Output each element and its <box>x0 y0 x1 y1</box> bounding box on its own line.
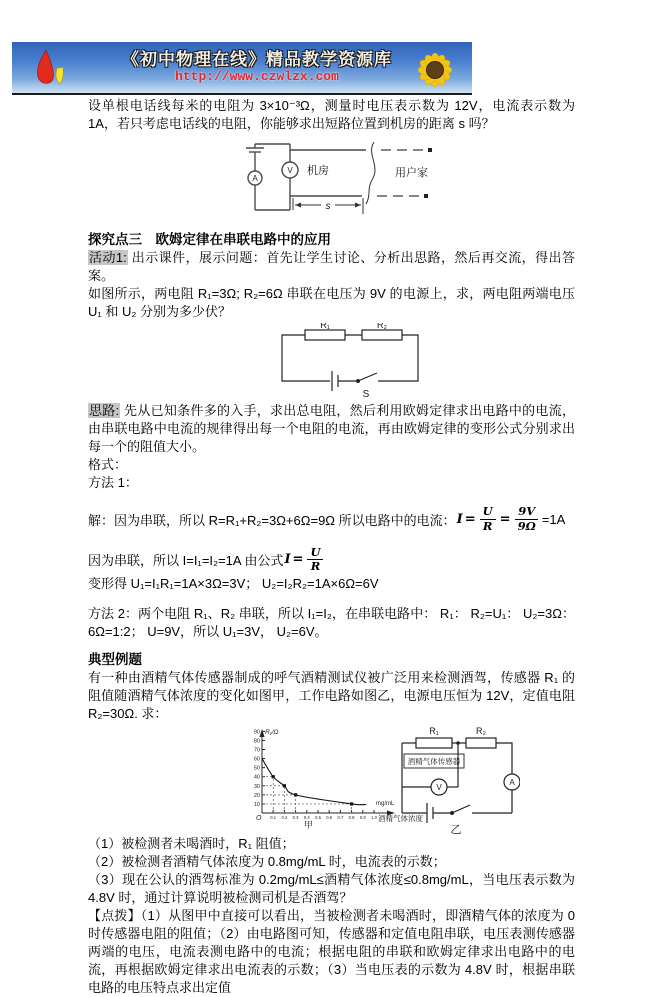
example-intro: 有一种由酒精气体传感器制成的呼气酒精测试仪被广泛用来检测酒驾，传感器 R₁ 的阻值随酒精气体浓度的变化如图甲，工作电路如图乙，电源电压恒为 12V，定值电阻 R₂=30Ω. 求： <box>88 670 575 722</box>
svg-text:50: 50 <box>253 766 260 773</box>
sensor-name-label: 酒精气体传感器 <box>407 757 461 767</box>
svg-text:0.3: 0.3 <box>292 815 299 821</box>
svg-text:R₁/Ω: R₁/Ω <box>265 729 279 737</box>
figure-yi-label: 乙 <box>450 824 462 836</box>
site-logo-icon <box>30 46 76 90</box>
svg-text:0.1: 0.1 <box>270 815 277 821</box>
svg-text:30: 30 <box>253 784 260 791</box>
svg-text:0.8: 0.8 <box>348 815 355 821</box>
svg-text:20: 20 <box>253 793 260 800</box>
solution-line-1: 解：因为串联，所以 R=R₁+R₂=3Ω+6Ω=9Ω 所以电路中的电流： I = $\frac{U}{R}$ = $\frac{9V}{9\Omega}$ =1A <box>88 504 566 533</box>
series-circuit-figure <box>270 323 430 402</box>
method2-paragraph: 方法 2：两个电阻 R₁、R₂ 串联，所以 I₁=I₂，在串联电路中： R₁： R₂=U₁： U₂=3Ω： 6Ω=1:2； U=9V，所以 U₁=3V， U₂=6V。 <box>88 606 575 640</box>
idea-paragraph: 思路: 先从已知条件多的入手，求出总电阻，然后利用欧姆定律求出电路中的电流，由串联电路中电流的规律得出每一个电阻的电流，再由欧姆定律的变形公式分别求出每一个的阻值大小。 <box>88 403 575 454</box>
svg-text:O: O <box>256 815 262 823</box>
voltmeter-icon: V <box>287 166 293 175</box>
svg-text:0.4: 0.4 <box>303 815 310 821</box>
breathalyzer-circuit-figure <box>394 725 520 835</box>
question-1: （1）被检测者未喝酒时，R₁ 阻值； <box>88 836 295 852</box>
distance-s-label: s <box>325 201 331 212</box>
svg-text:60: 60 <box>253 757 260 764</box>
solution-line-2: 因为串联，所以 I=I₁=I₂=1A 由公式 I = $\frac{U}{R}$ 变形得 U₁=I₁R₁=1A×3Ω=3V； U₂=I₂R₂=1A×6Ω=6V <box>88 545 379 592</box>
svg-text:mg/mL: mg/mL <box>376 801 395 808</box>
svg-text:0.2: 0.2 <box>281 815 288 821</box>
svg-text:甲: 甲 <box>304 820 314 831</box>
user-home-label: 用户家 <box>395 167 428 179</box>
fraction-u-over-r: $\frac{U}{R}$ <box>307 546 323 573</box>
svg-text:1.0: 1.0 <box>371 815 377 821</box>
fraction-u-over-r: $\frac{U}{R}$ <box>480 505 496 532</box>
svg-text:40: 40 <box>253 775 260 782</box>
phone-circuit-figure <box>235 138 445 218</box>
svg-text:70: 70 <box>253 747 260 754</box>
ammeter-icon: A <box>252 174 258 183</box>
resistor-r2-label: R₂ <box>377 323 387 330</box>
activity-paragraph: 活动1: 出示课件，展示问题：首先让学生讨论、分析出思路，然后再交流，得出答案。 <box>88 250 575 283</box>
method1-label: 方法 1： <box>88 475 138 490</box>
sunflower-icon <box>406 50 464 90</box>
question-2: （2）被检测者酒精气体浓度为 0.8mg/mL 时，电流表的示数； <box>88 854 446 870</box>
resistor-r1-label: R₁ <box>429 726 439 737</box>
resistor-r2-label: R₂ <box>476 726 486 737</box>
svg-text:0.7: 0.7 <box>337 815 344 821</box>
current-variable: I <box>456 511 463 527</box>
current-variable: I <box>284 552 291 568</box>
question-3: （3）现在公认的酒驾标准为 0.2mg/mL≤酒精气体浓度≤0.8mg/mL，当电压表示数为 4.8V 时，通过计算说明被检测司机是否酒驾？ <box>88 872 575 906</box>
svg-text:0.9: 0.9 <box>359 815 366 821</box>
svg-text:0.6: 0.6 <box>326 815 333 821</box>
example-figures <box>88 725 575 835</box>
banner-url-link[interactable]: http://www.czwlzx.com <box>175 69 339 84</box>
voltmeter-icon: V <box>436 783 442 793</box>
idea-tag: 思路: <box>89 403 120 418</box>
fraction-9v-over-9ohm: $\frac{9V}{9\Omega}$ <box>515 505 539 532</box>
resistor-r1-label: R₁ <box>320 323 330 330</box>
activity-tag: 活动1: <box>89 250 127 265</box>
problem-paragraph: 如图所示，两电阻 R₁=3Ω; R₂=6Ω 串联在电压为 9V 的电源上，求，两电阻两端电压 U₁ 和 U₂ 分别为多少伏？ <box>88 286 575 319</box>
banner-title: 《初中物理在线》精品教学资源库 <box>122 50 392 70</box>
ammeter-icon: A <box>509 778 515 788</box>
hint-paragraph: 【点拨】（1）从图甲中直接可以看出，当被检测者未喝酒时，即酒精气体的浓度为 0 时传感器电阻的阻值；（2）由电路图可知，传感器和定值电阻串联，电压表测传感器两端的电压，电流表测电路中的电流；根据电阻的串联和欧姆定律求出电路中的电流，再根据欧姆定律求出电流表的示数；（3）当电压表的示数为 4.8V 时，根据串联电路的电压特点求出定值 <box>88 908 575 996</box>
switch-s-label: S <box>362 389 370 400</box>
svg-text:0.5: 0.5 <box>315 815 321 821</box>
machine-room-label: 机房 <box>307 165 329 177</box>
section-heading: 探究点三 欧姆定律在串联电路中的应用 <box>88 232 331 247</box>
example-heading: 典型例题 <box>88 652 142 668</box>
document-page <box>0 42 661 996</box>
site-banner <box>12 42 472 95</box>
svg-text:90: 90 <box>253 729 260 736</box>
intro-paragraph: 设单根电话线每米的电阻为 3×10⁻³Ω，测量时电压表示数为 12V，电流表示数为 1A，若只考虑电话线的电阻，你能够求出短路位置到机房的距离 s 吗？ <box>88 98 575 131</box>
svg-text:10: 10 <box>253 802 260 809</box>
format-label: 格式： <box>88 457 128 472</box>
svg-text:80: 80 <box>253 738 260 745</box>
svg-text:酒精气体浓度: 酒精气体浓度 <box>378 814 423 824</box>
